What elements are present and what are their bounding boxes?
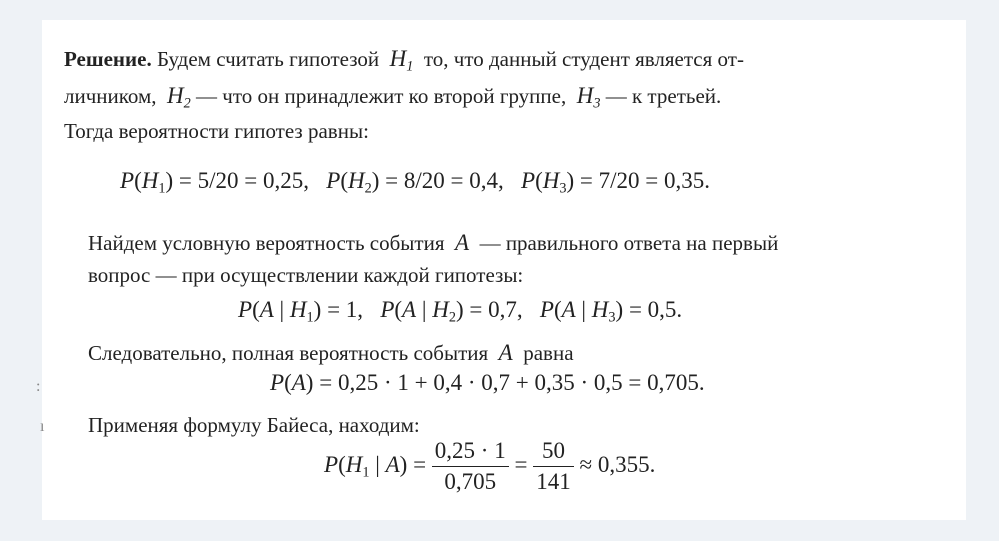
conditional-line-2: вопрос — при осуществлении каждой гипотезы:: [88, 263, 524, 287]
bayes-lhs: $P(H_1$ | A) =: [324, 451, 427, 481]
bayes-fraction-1: [432, 438, 509, 495]
margin-mark-2: ı: [40, 418, 45, 435]
intro-line2-text: личником,: [64, 84, 157, 108]
total-formula-rhs: = 0,25 · 1 + 0,4 · 0,7 + 0,35 · 0,5 = 0,705.: [319, 370, 705, 395]
bayes-fraction-2: [533, 438, 574, 495]
event-a-2: A: [498, 340, 513, 365]
hypothesis-h1: $H_1$: [389, 46, 414, 75]
prob-h2: $P(H_2) = 8/20 = 0,4$,: [326, 168, 504, 197]
prob-h3: $P(H_3) = 7/20 = 0,35$.: [521, 168, 710, 197]
solution-heading: Решение.: [64, 47, 152, 71]
solution-document: [42, 20, 966, 520]
bayes-result: ≈ 0,355.: [579, 451, 656, 477]
bayes-formula: $P(H_1$ | A) = $\frac{0,25 \cdot 1}{0,705}$ = $\frac{50}{141}$ ≈ 0,355.: [324, 438, 656, 494]
hypothesis-h2: $H_2$: [167, 83, 191, 112]
cond-prob-h3: P(A | $H_3) = 0,5$.: [539, 297, 683, 326]
cond-text: Найдем условную вероятность события: [88, 231, 445, 255]
intro-line2-text-b: — что он принадлежит ко второй группе,: [196, 84, 567, 108]
bayes-frac1-numerator: 0,25 · 1: [432, 438, 509, 467]
conditional-line-1: [88, 230, 778, 256]
intro-line2-text-c: — к третьей.: [605, 84, 722, 108]
intro-text-2: то, что данный студент является от-: [423, 47, 744, 71]
total-text: Следовательно, полная вероятность события: [88, 341, 489, 365]
margin-mark: :: [36, 378, 41, 395]
bayes-frac2-numerator: 50: [533, 438, 574, 467]
hypothesis-h3: $H_3$: [576, 83, 601, 112]
intro-line-1: [64, 46, 744, 75]
hypothesis-probabilities: [120, 168, 710, 197]
intro-line-2: [64, 83, 721, 112]
event-a: A: [455, 230, 470, 255]
total-probability-text: [88, 340, 574, 366]
intro-text: Будем считать гипотезой: [156, 47, 380, 71]
total-probability-formula: P(A) = 0,25 · 1 + 0,4 · 0,7 + 0,35 · 0,5 = 0,705.: [270, 370, 705, 395]
bayes-frac2-denominator: 141: [536, 469, 571, 494]
bayes-frac1-denominator: 0,705: [444, 469, 497, 494]
total-text-b: равна: [523, 341, 574, 365]
cond-text-b: — правильного ответа на первый: [479, 231, 779, 255]
cond-prob-h1: P(A | $H_1) = 1$,: [238, 297, 364, 326]
conditional-probabilities: [238, 297, 682, 326]
bayes-text: Применяя формулу Байеса, находим:: [88, 413, 420, 437]
intro-line-3: Тогда вероятности гипотез равны:: [64, 119, 369, 143]
prob-h1: $P(H_1) = 5/20 = 0,25$,: [120, 168, 309, 197]
cond-prob-h2: P(A | $H_2) = 0,7$,: [380, 297, 523, 326]
